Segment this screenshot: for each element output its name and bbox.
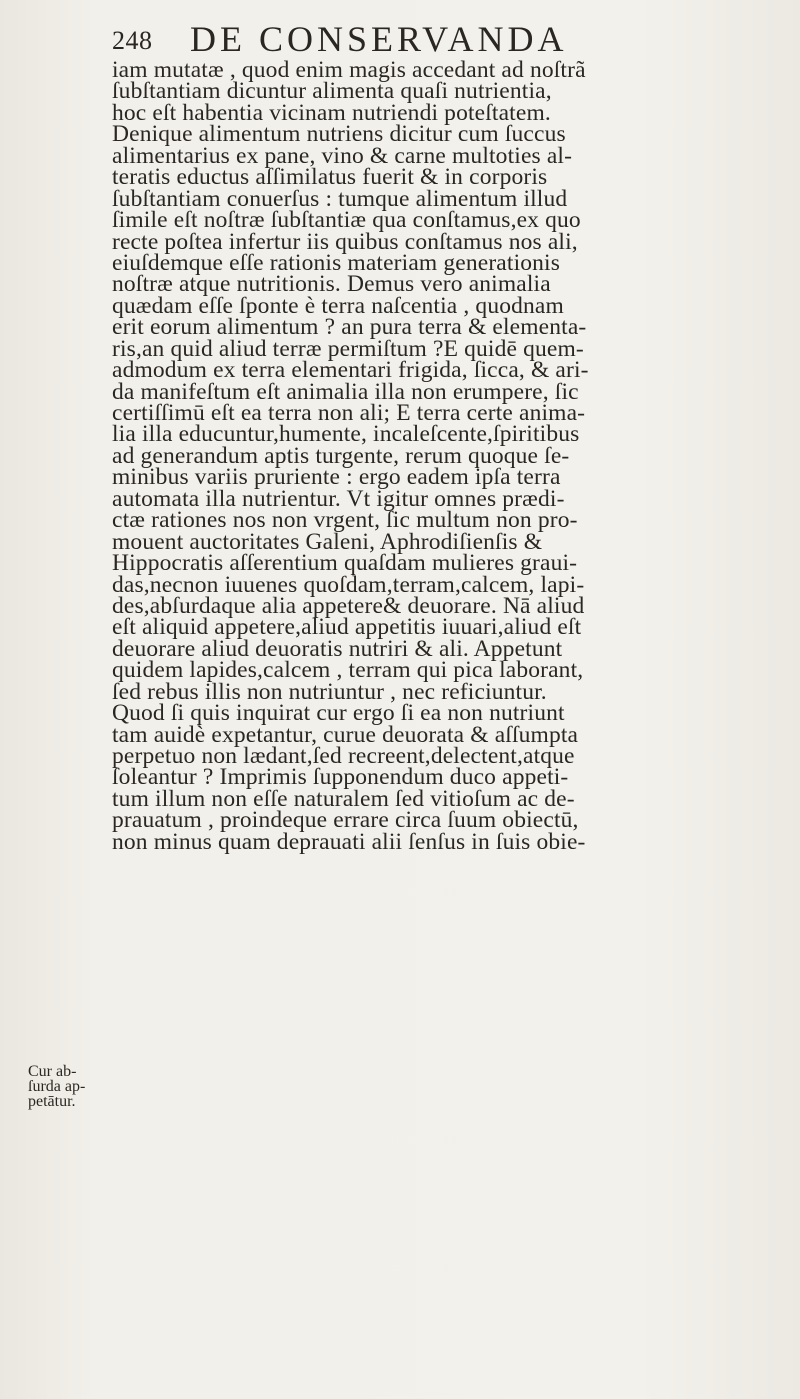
text-line: lia illa educuntur,humente, incaleſcente,ſpiritibus — [112, 421, 580, 448]
text-line: ctæ rationes nos non vrgent, ſic multum non pro- — [112, 507, 578, 534]
text-line: Quod ſi quis inquirat cur ergo ſi ea non nutriunt — [112, 700, 565, 727]
text-line: certiſſimū eſt ea terra non ali; E terra certe anima- — [112, 400, 586, 426]
text-line: hoc eſt habentia vicinam nutriendi poteſtatem. — [112, 99, 551, 126]
text-line: admodum ex terra elementari frigida, ſicca, & ari- — [112, 357, 589, 384]
text-line: da manifeſtum eſt animalia illa non erumpere, ſic — [112, 378, 579, 405]
marginal-note-line: Cur ab- — [28, 1063, 77, 1080]
text-line: ad generandum aptis turgente, rerum quoque ſe- — [112, 442, 570, 469]
text-line: Denique alimentum nutriens dicitur cum ſuccus — [112, 121, 566, 148]
text-line: teratis eductus aſſimilatus fuerit & in corporis — [112, 164, 548, 191]
text-line: perpetuo non lædant,ſed recreent,delectent,atque — [112, 743, 575, 769]
text-line: minibus variis pruriente : ergo eadem ipſa terra — [112, 464, 561, 491]
text-line: ſed rebus illis non nutriuntur , nec reficiuntur. — [112, 678, 547, 705]
text-line: ſubſtantiam conuerſus : tumque alimentum illud — [112, 185, 568, 212]
text-line: iam mutatæ , quod enim magis accedant ad noſtrã — [112, 57, 586, 83]
text-line: ſimile eſt noſtræ ſubſtantiæ qua conſtamus,ex quo — [112, 207, 581, 234]
text-line: erit eorum alimentum ? an pura terra & elementa- — [112, 314, 587, 341]
text-line: deuorare aliud deuoratis nutriri & ali. Appetunt — [112, 635, 563, 662]
text-line: mouent auctoritates Galeni, Aphrodiſienſis & — [112, 528, 543, 555]
text-line: noſtræ atque nutritionis. Demus vero animalia — [112, 271, 551, 298]
text-line: ſoleantur ? Imprimis ſupponendum duco appeti- — [112, 764, 569, 791]
text-line: alimentarius ex pane, vino & carne multoties al- — [112, 142, 573, 169]
marginal-note-line: ſurda ap- — [28, 1078, 86, 1095]
text-line: prauatum , proindeque errare circa ſuum obiectū, — [112, 807, 579, 834]
text-line: eiuſdemque eſſe rationis materiam generationis — [112, 249, 561, 276]
text-line: ſubſtantiam dicuntur alimenta quaſi nutrientia, — [112, 78, 552, 105]
text-line: recte poſtea infertur iis quibus conſtamus nos ali, — [112, 228, 578, 255]
text-line: tum illum non eſſe naturalem ſed vitioſum ac de- — [112, 785, 575, 812]
text-line: quædam eſſe ſponte è terra naſcentia , quodnam — [112, 292, 564, 319]
text-line: Hippocratis aſſerentium quaſdam mulieres graui- — [112, 550, 578, 577]
text-line: eſt aliquid appetere,aliud appetitis iuuari,aliud eſt — [112, 614, 582, 641]
text-line: quidem lapides,calcem , terram qui pica laborant, — [112, 657, 584, 684]
marginal-note-line: petātur. — [28, 1093, 76, 1110]
text-line: das,necnon iuuenes quoſdam,terram,calcem, lapi- — [112, 571, 585, 598]
text-line: tam auidè expetantur, curue deuorata & aſſumpta — [112, 721, 579, 748]
text-line: ris,an quid aliud terræ permiſtum ?E quidē quem- — [112, 335, 584, 362]
body-text — [112, 57, 792, 855]
running-head: DE CONSERVANDA — [190, 19, 568, 59]
marginal-note — [28, 1064, 108, 1109]
text-line: des,abſurdaque alia appetere& deuorare. Nā aliud — [112, 592, 585, 619]
text-line: automata illa nutrientur. Vt igitur omnes prædi- — [112, 485, 565, 512]
page-number: 248 — [112, 26, 153, 55]
text-line: non minus quam deprauati alii ſenſus in ſuis obie- — [112, 828, 586, 855]
